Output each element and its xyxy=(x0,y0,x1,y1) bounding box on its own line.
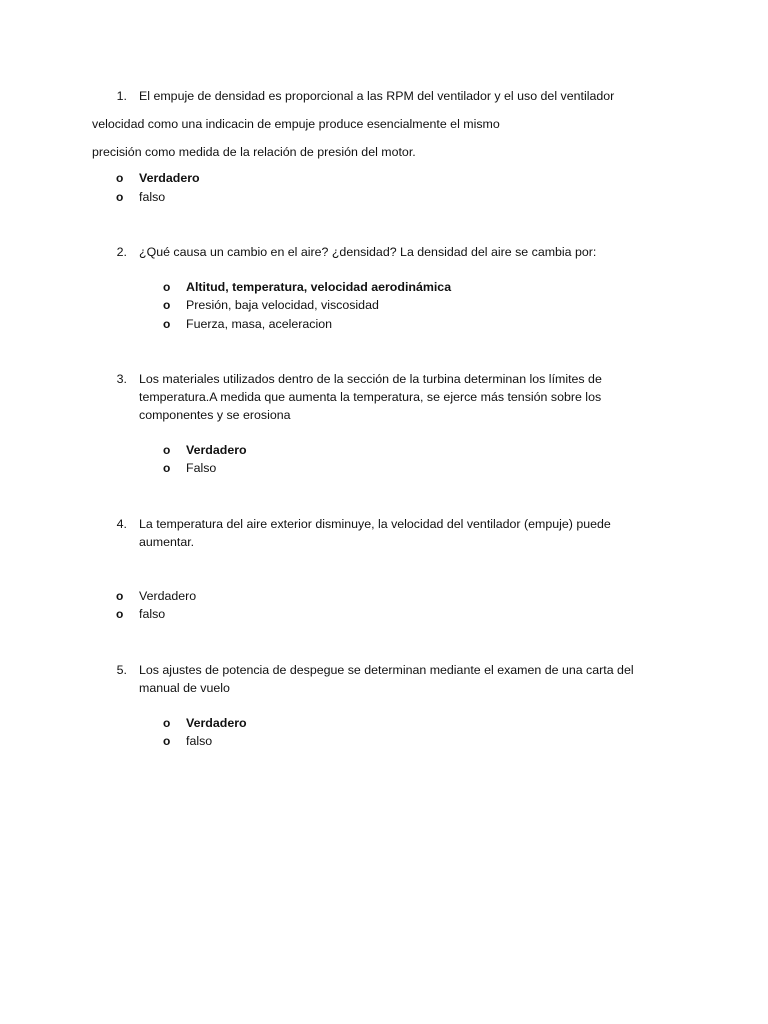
option-falso: falso xyxy=(139,190,166,204)
question-number: 5. xyxy=(116,663,127,677)
bullet-marker: o xyxy=(116,607,124,621)
bullet-marker: o xyxy=(116,171,124,185)
bullet-marker: o xyxy=(163,716,171,730)
question-text: manual de vuelo xyxy=(139,681,230,695)
question-text: El empuje de densidad es proporcional a las RPM del ventilador y el uso del ventilador xyxy=(139,89,615,103)
option-verdadero: Verdadero xyxy=(139,171,200,185)
bullet-marker: o xyxy=(163,298,171,312)
question-number: 2. xyxy=(116,245,127,259)
option-falso: falso xyxy=(139,607,166,621)
bullet-marker: o xyxy=(116,190,124,204)
option-falso: falso xyxy=(186,734,213,748)
option-fuerza: Fuerza, masa, aceleracion xyxy=(186,317,333,331)
question-number: 3. xyxy=(116,372,127,386)
question-text: aumentar. xyxy=(139,535,195,549)
bullet-marker: o xyxy=(163,734,171,748)
option-presion: Presión, baja velocidad, viscosidad xyxy=(186,298,379,312)
question-number: 1. xyxy=(116,89,127,103)
bullet-marker: o xyxy=(116,589,124,603)
option-falso: Falso xyxy=(186,461,217,475)
question-text: precisión como medida de la relación de presión del motor. xyxy=(92,145,416,159)
question-text: componentes y se erosiona xyxy=(139,408,291,422)
option-verdadero: Verdadero xyxy=(139,589,197,603)
question-text: Los materiales utilizados dentro de la sección de la turbina determinan los límites de xyxy=(139,372,602,386)
question-text: La temperatura del aire exterior disminuye, la velocidad del ventilador (empuje) puede xyxy=(139,517,611,531)
question-text: velocidad como una indicacin de empuje produce esencialmente el mismo xyxy=(92,117,500,131)
question-text: ¿Qué causa un cambio en el aire? ¿densidad? La densidad del aire se cambia por: xyxy=(139,245,597,259)
question-text: Los ajustes de potencia de despegue se determinan mediante el examen de una carta del xyxy=(139,663,634,677)
option-altitud: Altitud, temperatura, velocidad aerodinámica xyxy=(186,280,452,294)
question-number: 4. xyxy=(116,517,127,531)
option-verdadero: Verdadero xyxy=(186,443,247,457)
option-verdadero: Verdadero xyxy=(186,716,247,730)
question-text: temperatura.A medida que aumenta la temperatura, se ejerce más tensión sobre los xyxy=(139,390,602,404)
bullet-marker: o xyxy=(163,443,171,457)
bullet-marker: o xyxy=(163,280,171,294)
bullet-marker: o xyxy=(163,317,171,331)
bullet-marker: o xyxy=(163,461,171,475)
